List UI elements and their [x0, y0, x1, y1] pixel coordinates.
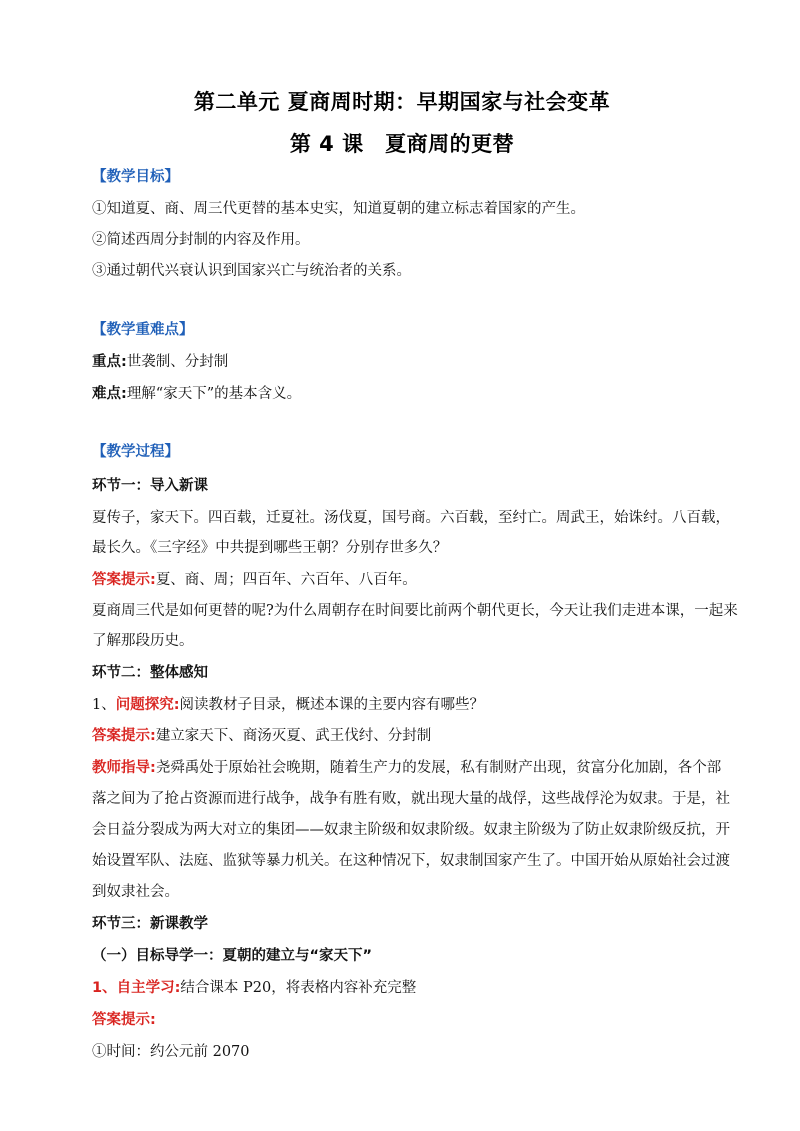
step3-title: 环节三：新课教学	[92, 916, 208, 932]
step2-answer-label: 答案提示:	[92, 728, 156, 744]
goal-item-2: ②简述西周分封制的内容及作用。	[92, 232, 310, 248]
step1-answer-row	[92, 570, 712, 590]
unit-title: 第二单元 夏商周时期：早期国家与社会变革	[193, 90, 611, 114]
step2-guide-line5: 到奴隶社会。	[92, 884, 179, 900]
step3-sub1: （一）目标导学一：夏朝的建立与“家天下”	[92, 948, 373, 964]
step2-title: 环节二：整体感知	[92, 665, 208, 681]
step3-study-label: 1、自主学习:	[92, 980, 181, 996]
step2-guide-line4: 始设置军队、法庭、监狱等暴力机关。在这种情况下，奴隶制国家产生了。中国开始从原始社会过渡	[92, 853, 730, 869]
step1-para2-line2: 了解那段历史。	[92, 633, 194, 649]
goal-item-3: ③通过朝代兴衰认识到国家兴亡与统治者的关系。	[92, 263, 411, 279]
step2-guide-row	[92, 758, 722, 778]
step3-study-row	[92, 978, 712, 998]
lesson-title: 第 4 课 夏商周的更替	[289, 132, 515, 156]
step2-answer-text: 建立家天下、商汤灭夏、武王伐纣、分封制	[155, 728, 432, 744]
process-heading: 【教学过程】	[92, 444, 179, 460]
step1-para1-line2: 最长久。《三字经》中共提到哪些王朝？分别存世多久？	[92, 540, 448, 556]
goal-item-1: ①知道夏、商、周三代更替的基本史实，知道夏朝的建立标志着国家的产生。	[92, 201, 585, 217]
hard-point-row	[92, 384, 712, 404]
step2-question-label: 问题探究:	[115, 697, 180, 713]
step1-title: 环节一：导入新课	[92, 478, 208, 494]
step2-answer-row	[92, 726, 712, 746]
step1-para2-line1: 夏商周三代是如何更替的呢?为什么周朝存在时间要比前两个朝代更长，今天让我们走进本课，一起来	[92, 603, 738, 619]
step1-answer-text: 夏、商、周；四百年、六百年、八百年。	[155, 572, 417, 588]
key-point-text: 世袭制、分封制	[126, 354, 229, 370]
step2-guide-line2: 落之间为了抢占资源而进行战争，战争有胜有败，就出现大量的战俘，这些战俘沦为奴隶。于是，社	[92, 791, 730, 807]
goals-heading: 【教学目标】	[92, 169, 179, 185]
hard-point-text: 理解“家天下”的基本含义。	[126, 386, 302, 402]
keypoints-heading: 【教学重难点】	[92, 322, 194, 338]
step2-question-prefix: 1、	[92, 697, 116, 713]
step3-answer-label: 答案提示:	[92, 1012, 156, 1028]
step3-time-line: ①时间：约公元前 2070	[92, 1044, 250, 1060]
step2-guide-label: 教师指导:	[92, 760, 156, 776]
key-point-row	[92, 352, 712, 372]
step1-para1-line1: 夏传子，家天下。四百载，迁夏社。汤伐夏，国号商。六百载，至纣亡。周武王，始诛纣。八百载，	[92, 510, 730, 526]
key-point-label: 重点:	[92, 354, 127, 370]
step2-guide-line3: 会日益分裂成为两大对立的集团——奴隶主阶级和奴隶阶级。奴隶主阶级为了防止奴隶阶级反抗，开	[92, 822, 730, 838]
step2-question-row	[92, 695, 712, 715]
step2-guide-line1: 尧舜禹处于原始社会晚期，随着生产力的发展，私有制财产出现，贫富分化加剧，各个部	[155, 760, 722, 776]
step3-study-text: 结合课本 P20，将表格内容补充完整	[180, 980, 417, 996]
step2-question-text: 阅读教材子目录，概述本课的主要内容有哪些？	[179, 697, 485, 713]
hard-point-label: 难点:	[92, 386, 127, 402]
step1-answer-label: 答案提示:	[92, 572, 156, 588]
